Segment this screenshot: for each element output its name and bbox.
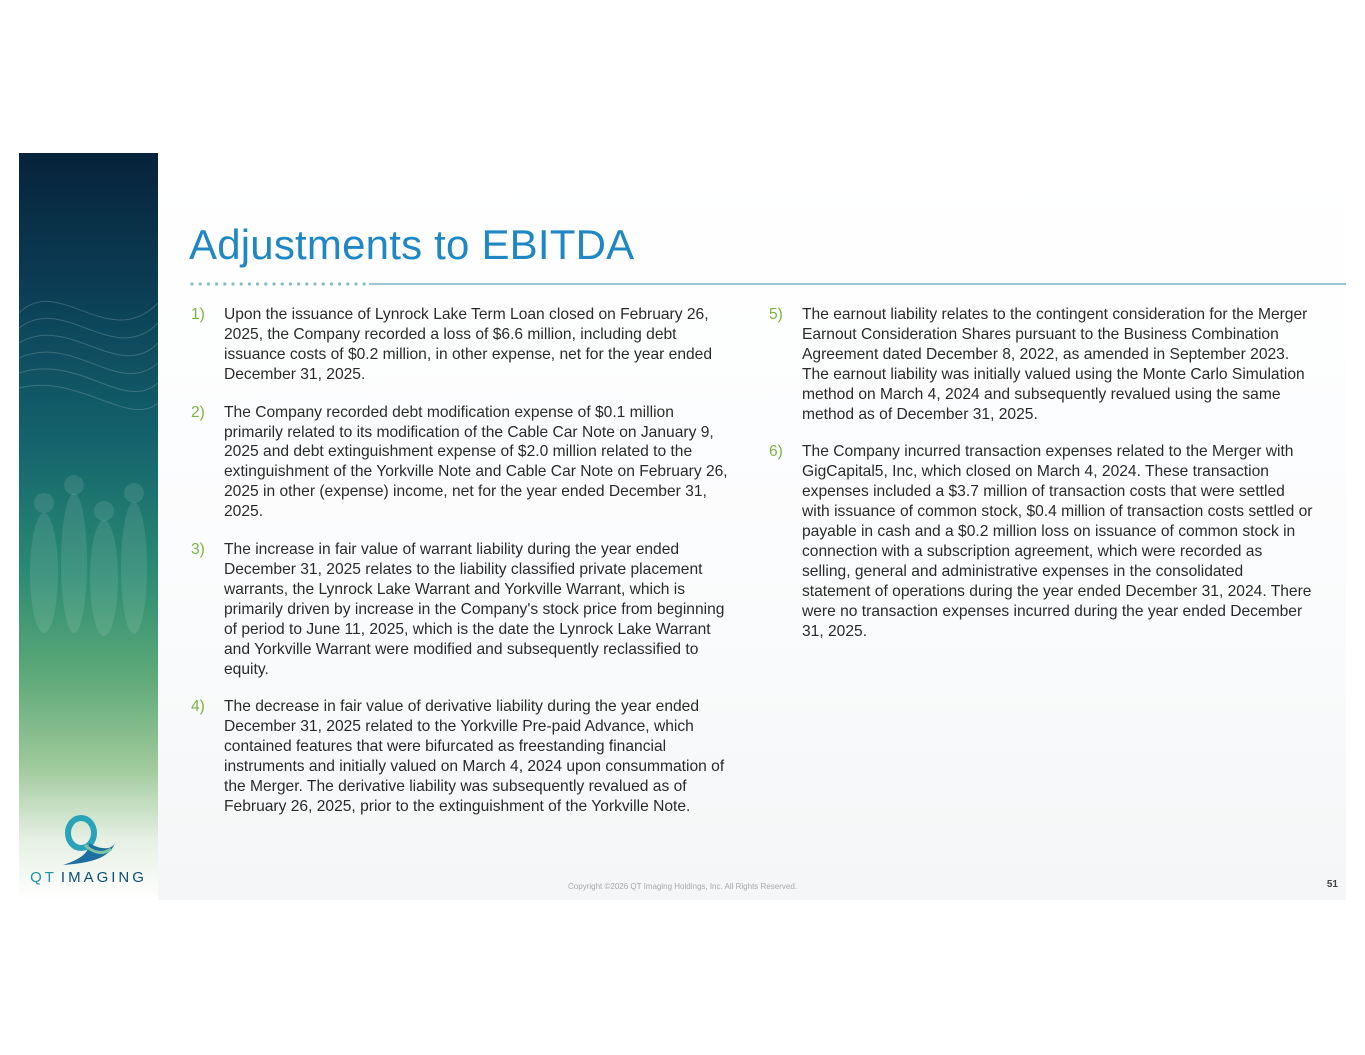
divider-dot xyxy=(305,282,308,285)
copyright-footer: Copyright ©2026 QT Imaging Holdings, Inc. All Rights Reserved. xyxy=(568,882,797,891)
notes-column-left xyxy=(191,305,736,835)
note-number: 3) xyxy=(191,541,205,559)
logo-word-imaging: IMAGING xyxy=(60,869,147,886)
divider-dot xyxy=(248,282,251,285)
divider-dot xyxy=(330,282,333,285)
note-item-4 xyxy=(191,697,736,816)
title-divider xyxy=(189,281,1346,287)
slide xyxy=(19,153,1346,900)
note-number: 2) xyxy=(191,403,205,421)
note-item-2 xyxy=(191,403,736,522)
divider-dot xyxy=(354,282,357,285)
note-item-1 xyxy=(191,305,736,385)
wave-lines-graphic xyxy=(19,153,158,900)
note-number: 5) xyxy=(769,306,783,323)
note-text: The Company incurred transaction expenses related to the Merger with GigCapital5, Inc, which closed on March 4, 2024. These transaction expenses included a $3.7 million of transaction costs that were settled with issuance of common stock, $0.4 million of transaction costs settled or payable in cash and a $0.2 million loss on issuance of common stock in connection with a subscription agreement, which were recorded as selling, general and administrative expenses in the consolidated statement of operations during the year ended December 31, 2024. There were no transaction expenses incurred during the year ended December 31, 2025. xyxy=(802,443,1313,640)
note-number: 4) xyxy=(191,698,205,716)
note-number: 1) xyxy=(191,306,205,323)
page-title: Adjustments to EBITDA xyxy=(189,221,635,268)
divider-dot xyxy=(281,282,284,285)
divider-dot xyxy=(240,282,243,285)
note-item-3 xyxy=(191,540,736,679)
divider-dot xyxy=(199,282,202,285)
note-text: The Company recorded debt modification expense of $0.1 million primarily related to its modification of the Cable Car Note on January 9, 2025 and debt extinguishment expense of $2.0 million related to the extinguishment of the Yorkville Note and Cable Car Note on February 26, 2025 in other (expense) income, net for the year ended December 31, 2025. xyxy=(224,403,728,521)
note-text: The increase in fair value of warrant liability during the year ended December 31, 2025 relates to the liability classified private placement warrants, the Lynrock Lake Warrant and Yorkville Warrant, which is primarily driven by increase in the Company's stock price from beginning of period to June 11, 2025, which is the date the Lynrock Lake Warrant and Yorkville Warrant were modified and subsequently reclassified to equity. xyxy=(224,541,725,678)
divider-dot xyxy=(223,282,226,285)
note-item-5 xyxy=(769,305,1314,424)
divider-dot xyxy=(322,282,325,285)
divider-dot xyxy=(363,282,366,285)
note-number: 6) xyxy=(769,443,783,461)
divider-dot xyxy=(338,282,341,285)
note-item-6 xyxy=(769,442,1314,641)
divider-dot xyxy=(256,282,259,285)
divider-dot xyxy=(215,282,218,285)
note-text: The earnout liability relates to the contingent consideration for the Merger Earnout Consideration Shares pursuant to the Business Combination Agreement dated December 8, 2022, as amended in September 2023. The earnout liability was initially valued using the Monte Carlo Simulation method on March 4, 2024 and subsequently revalued using the same method as of December 31, 2025. xyxy=(802,306,1308,423)
notes-column-right xyxy=(769,305,1314,660)
logo-word-qt: QT xyxy=(30,869,57,886)
divider-dot xyxy=(231,282,234,285)
sidebar-graphic xyxy=(19,153,158,900)
divider-dot xyxy=(264,282,267,285)
divider-dot xyxy=(272,282,275,285)
divider-dot xyxy=(297,282,300,285)
note-text: Upon the issuance of Lynrock Lake Term Loan closed on February 26, 2025, the Company recorded a loss of $6.6 million, including debt issuance costs of $0.2 million, in other expense, net for the year ended December 31, 2025. xyxy=(224,306,713,383)
divider-dot xyxy=(313,282,316,285)
page-number: 51 xyxy=(1326,879,1338,890)
divider-dot xyxy=(207,282,210,285)
divider-dot xyxy=(190,282,193,285)
note-text: The decrease in fair value of derivative liability during the year ended December 31, 2025 related to the Yorkville Pre-paid Advance, which contained features that were bifurcated as freestanding financial instruments and initially valued on March 4, 2024 upon consummation of the Merger. The derivative liability was subsequently revalued as of February 26, 2025, prior to the extinguishment of the Yorkville Note. xyxy=(224,698,725,815)
qt-logo-mark-icon xyxy=(59,813,117,867)
divider-dot xyxy=(346,282,349,285)
company-logo xyxy=(19,813,158,893)
divider-dot xyxy=(289,282,292,285)
